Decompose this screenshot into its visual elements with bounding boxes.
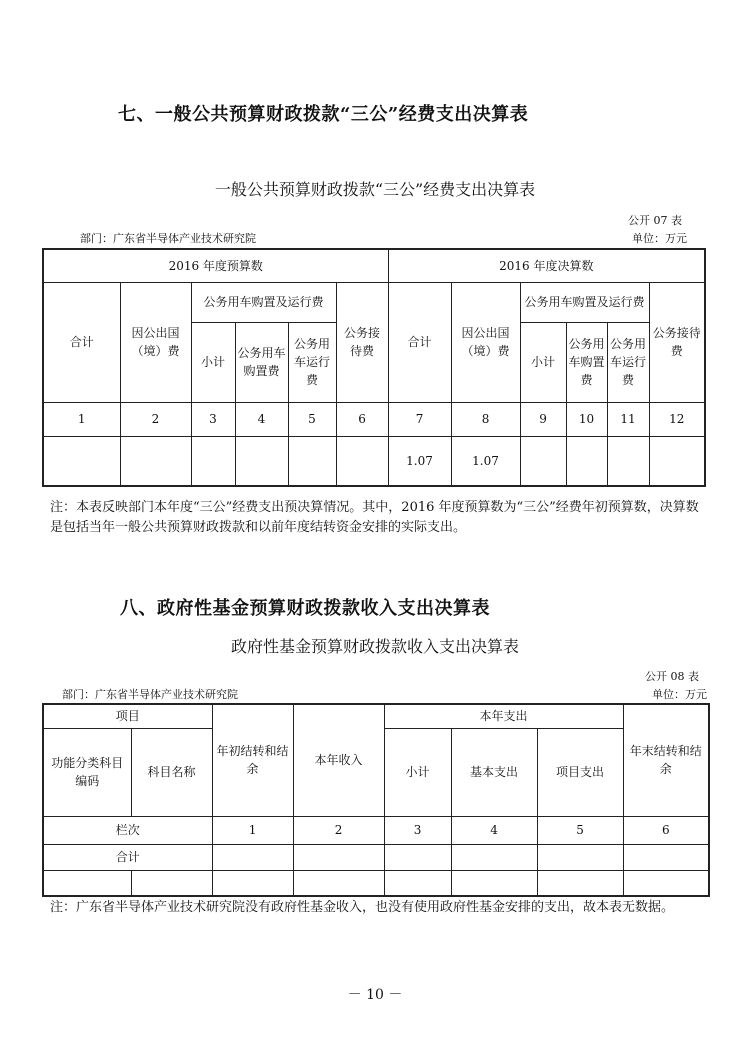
col-total: 合计 bbox=[43, 282, 120, 402]
data-cell bbox=[293, 870, 384, 896]
table7-dept: 部门：广东省半导体产业技术研究院 bbox=[80, 232, 256, 245]
col-number: 11 bbox=[607, 402, 649, 436]
header-final: 2016 年度决算数 bbox=[388, 249, 705, 282]
col-purchase: 公务用车购置费 bbox=[566, 322, 607, 402]
total-label: 合计 bbox=[43, 844, 212, 870]
gov-fund-table bbox=[42, 703, 710, 897]
table7-title: 一般公共预算财政拨款“三公”经费支出决算表 bbox=[214, 180, 536, 199]
col-total: 合计 bbox=[388, 282, 451, 402]
table7-code: 公开 07 表 bbox=[628, 214, 682, 227]
col-abroad: 因公出国（境）费 bbox=[451, 282, 520, 402]
data-cell bbox=[191, 436, 235, 486]
lanci-number: 4 bbox=[451, 816, 537, 844]
col-operation: 公务用车运行费 bbox=[288, 322, 336, 402]
table7-unit: 单位：万元 bbox=[632, 232, 687, 245]
header-income: 本年收入 bbox=[293, 704, 384, 816]
col-number: 6 bbox=[336, 402, 388, 436]
data-cell bbox=[607, 436, 649, 486]
table8-unit: 单位：万元 bbox=[652, 688, 707, 701]
lanci-number: 2 bbox=[293, 816, 384, 844]
header-subject-name: 科目名称 bbox=[131, 728, 212, 816]
data-cell bbox=[384, 870, 451, 896]
lanci-number: 5 bbox=[537, 816, 623, 844]
lanci-number: 1 bbox=[212, 816, 293, 844]
data-cell bbox=[235, 436, 288, 486]
table8-dept: 部门：广东省半导体产业技术研究院 bbox=[62, 688, 238, 701]
page-number: － 10 － bbox=[347, 987, 403, 1003]
col-subtotal: 小计 bbox=[191, 322, 235, 402]
data-cell bbox=[43, 436, 120, 486]
data-cell bbox=[288, 436, 336, 486]
data-cell bbox=[120, 436, 191, 486]
header-budget: 2016 年度预算数 bbox=[43, 249, 388, 282]
total-row bbox=[43, 844, 709, 870]
header-end-balance: 年末结转和结余 bbox=[623, 704, 709, 816]
col-vehicle: 公务用车购置及运行费 bbox=[191, 282, 336, 322]
data-cell bbox=[520, 436, 566, 486]
empty-row bbox=[43, 870, 709, 896]
col-number: 5 bbox=[288, 402, 336, 436]
table8-note: 注：广东省半导体产业技术研究院没有政府性基金收入，也没有使用政府性基金安排的支出，故本表无数据。 bbox=[50, 900, 675, 915]
col-number: 4 bbox=[235, 402, 288, 436]
data-cell: 1.07 bbox=[388, 436, 451, 486]
lanci-number: 6 bbox=[623, 816, 709, 844]
col-reception: 公务接待费 bbox=[336, 282, 388, 402]
col-purchase: 公务用车购置费 bbox=[235, 322, 288, 402]
data-cell bbox=[293, 844, 384, 870]
col-abroad: 因公出国（境）费 bbox=[120, 282, 191, 402]
data-row bbox=[43, 436, 705, 486]
section7-heading: 七、一般公共预算财政拨款“三公”经费支出决算表 bbox=[118, 104, 529, 125]
table7-note: 注：本表反映部门本年度“三公”经费支出预决算情况。其中，2016 年度预算数为“三公”经费年初预算数，决算数是包括当年一般公共预算财政拨款和以前年度结转资金安排的实际支出。 bbox=[50, 500, 699, 535]
header-item: 项目 bbox=[43, 704, 212, 728]
header-expense: 本年支出 bbox=[384, 704, 623, 728]
col-vehicle: 公务用车购置及运行费 bbox=[520, 282, 649, 322]
data-cell bbox=[212, 844, 293, 870]
header-func-code: 功能分类科目编码 bbox=[43, 728, 131, 816]
data-cell bbox=[212, 870, 293, 896]
lanci-label: 栏次 bbox=[43, 816, 212, 844]
table8-code: 公开 08 表 bbox=[645, 670, 699, 683]
col-operation: 公务用车运行费 bbox=[607, 322, 649, 402]
data-cell bbox=[131, 870, 212, 896]
header-basic: 基本支出 bbox=[451, 728, 537, 816]
header-subtotal: 小计 bbox=[384, 728, 451, 816]
data-cell: 1.07 bbox=[451, 436, 520, 486]
three-public-expenses-table bbox=[42, 248, 706, 487]
col-number: 12 bbox=[649, 402, 705, 436]
col-number: 7 bbox=[388, 402, 451, 436]
data-cell bbox=[649, 436, 705, 486]
col-number: 10 bbox=[566, 402, 607, 436]
col-number: 2 bbox=[120, 402, 191, 436]
col-number: 9 bbox=[520, 402, 566, 436]
data-cell bbox=[451, 844, 537, 870]
data-cell bbox=[566, 436, 607, 486]
data-cell bbox=[623, 870, 709, 896]
section8-heading: 八、政府性基金预算财政拨款收入支出决算表 bbox=[120, 598, 490, 619]
col-number: 8 bbox=[451, 402, 520, 436]
column-number-row bbox=[43, 402, 705, 436]
data-cell bbox=[43, 870, 131, 896]
col-subtotal: 小计 bbox=[520, 322, 566, 402]
lanci-row bbox=[43, 816, 709, 844]
header-begin-balance: 年初结转和结余 bbox=[212, 704, 293, 816]
data-cell bbox=[384, 844, 451, 870]
header-project: 项目支出 bbox=[537, 728, 623, 816]
col-number: 3 bbox=[191, 402, 235, 436]
data-cell bbox=[537, 844, 623, 870]
col-reception: 公务接待费 bbox=[649, 282, 705, 402]
col-number: 1 bbox=[43, 402, 120, 436]
table8-title: 政府性基金预算财政拨款收入支出决算表 bbox=[230, 637, 519, 656]
data-cell bbox=[537, 870, 623, 896]
data-cell bbox=[336, 436, 388, 486]
lanci-number: 3 bbox=[384, 816, 451, 844]
data-cell bbox=[623, 844, 709, 870]
data-cell bbox=[451, 870, 537, 896]
